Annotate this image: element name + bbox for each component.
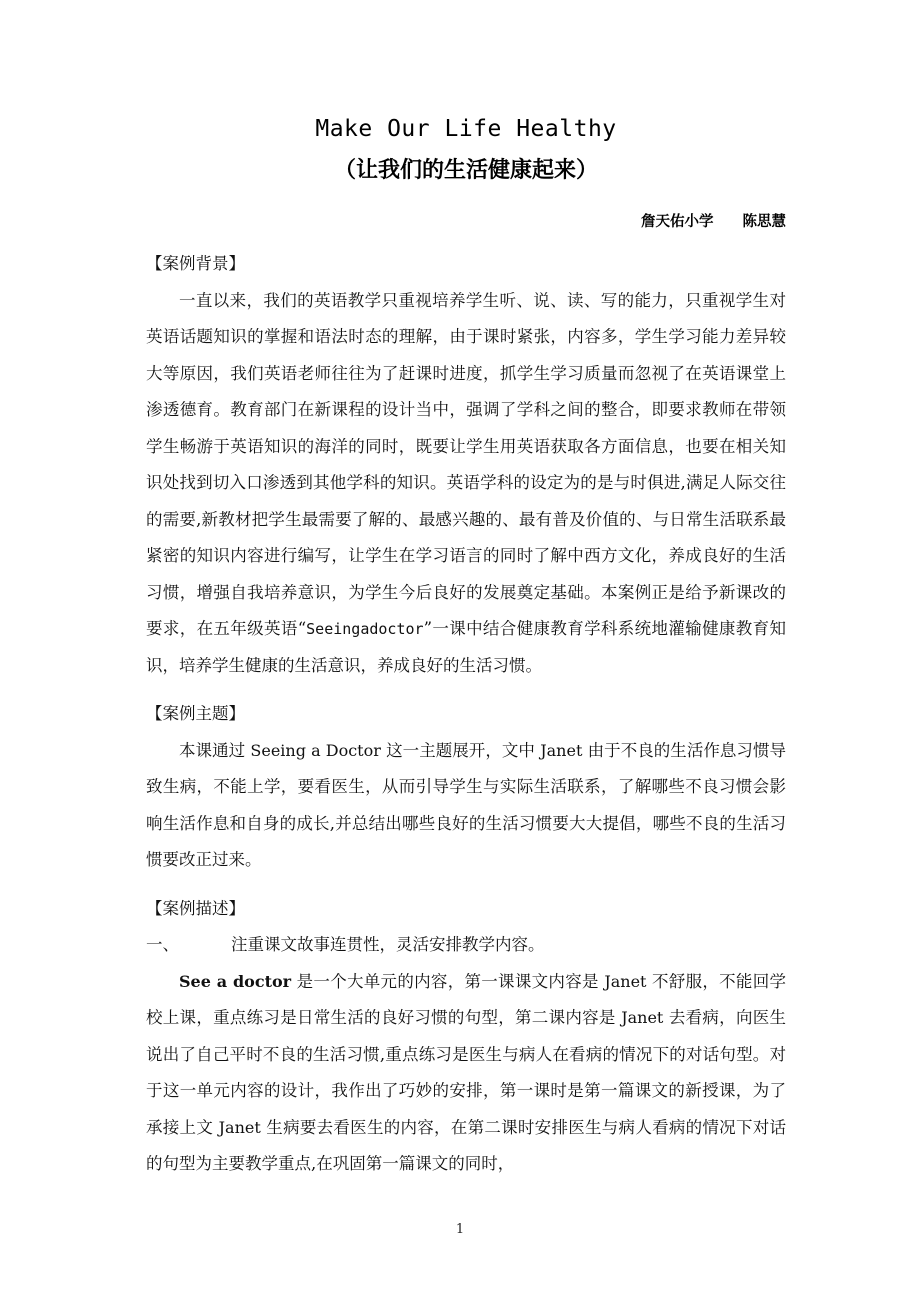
background-text-part-2: ”一课中结合健康教育学科系统地灌输健康教育知识，培养学生健康的生活意识，养成良好的生活习惯。 — [146, 619, 787, 675]
page-title-chinese: （让我们的生活健康起来） — [333, 158, 598, 183]
page-content — [146, 0, 786, 1183]
description-text-part-1: 是一个大单元的内容，第一课课文内容是 — [291, 971, 605, 991]
description-text-part-3: 去看病，向医生说出了自己平时不良的生活习惯,重点练习是医生与病人在看病的情况下的对话句型。对于这一单元内容的设计，我作出了巧妙的安排，第一课时是第一篇课文的新授课，为了承接上文 — [146, 1008, 787, 1137]
paragraph-description — [146, 964, 786, 1183]
theme-text-part-2: 这一主题展开，文中 — [380, 740, 541, 760]
description-text-part-2: 不舒服，不能回学校上课，重点练习是日常生活的良好习惯的句型，第二课内容是 — [146, 971, 787, 1027]
paragraph-theme — [146, 733, 786, 879]
description-text-part-4: 生病要去看医生的内容，在第二课时安排医生与病人看病的情况下对话的句型为主要教学重点,在巩固第一篇课文的同时， — [146, 1117, 787, 1173]
theme-topic-title: Seeing a Doctor — [250, 740, 381, 760]
section-heading-theme: 【案例主题】 — [146, 704, 245, 723]
section-heading-description: 【案例描述】 — [146, 898, 245, 918]
list-item-one — [146, 927, 786, 964]
theme-text-part-3: 由于不良的生活作息习惯导致生病，不能上学，要看医生，从而引导学生与实际生活联系，了解哪些不良习惯会影响生活作息和自身的成长,并总结出哪些良好的生活习惯要大大提倡，哪些不良的生活习惯要改正过来。 — [146, 740, 786, 869]
theme-text-part-1: 本课通过 — [179, 740, 251, 760]
description-character-name-1: Janet — [604, 971, 647, 991]
byline-author: 詹天佑小学 陈思慧 — [641, 214, 786, 230]
description-character-name-3: Janet — [218, 1117, 261, 1137]
paragraph-background — [146, 283, 786, 685]
theme-character-name: Janet — [540, 740, 583, 760]
page-title-english: Make Our Life Healthy — [315, 116, 617, 142]
list-item-one-label: 注重课文故事连贯性，灵活安排教学内容。 — [231, 935, 545, 954]
list-item-one-number: 一、 — [146, 935, 179, 954]
background-text-part-1: 一直以来，我们的英语教学只重视培养学生听、说、读、写的能力，只重视学生对英语话题知识的掌握和语法时态的理解，由于课时紧张，内容多，学生学习能力差异较大等原因，我们英语老师往往为了赶课时进度，抓学生学习质量而忽视了在英语课堂上渗透德育。教育部门在新课程的设计当中，强调了学科之间的整合，即要求教师在带领学生畅游于英语知识的海洋的同时，既要让学生用英语获取各方面信息，也要在相关知识处找到切入口渗透到其他学科的知识。英语学科的设定为的是与时俱进,满足人际交往的需要,新教材把学生最需要了解的、最感兴趣的、最有普及价值的、与日常生活联系最紧密的知识内容进行编写，让学生在学习语言的同时了解中西方文化，养成良好的生活习惯，增强自我培养意识，为学生今后良好的发展奠定基础。本案例正是给予新课改的要求，在五年级英语“ — [146, 290, 786, 638]
background-quoted-lesson-title: Seeingadoctor — [306, 620, 424, 638]
footer-page-number: 1 — [455, 1222, 465, 1237]
description-unit-title: See a doctor — [179, 971, 292, 991]
section-heading-background: 【案例背景】 — [146, 254, 245, 273]
description-character-name-2: Janet — [621, 1008, 664, 1027]
